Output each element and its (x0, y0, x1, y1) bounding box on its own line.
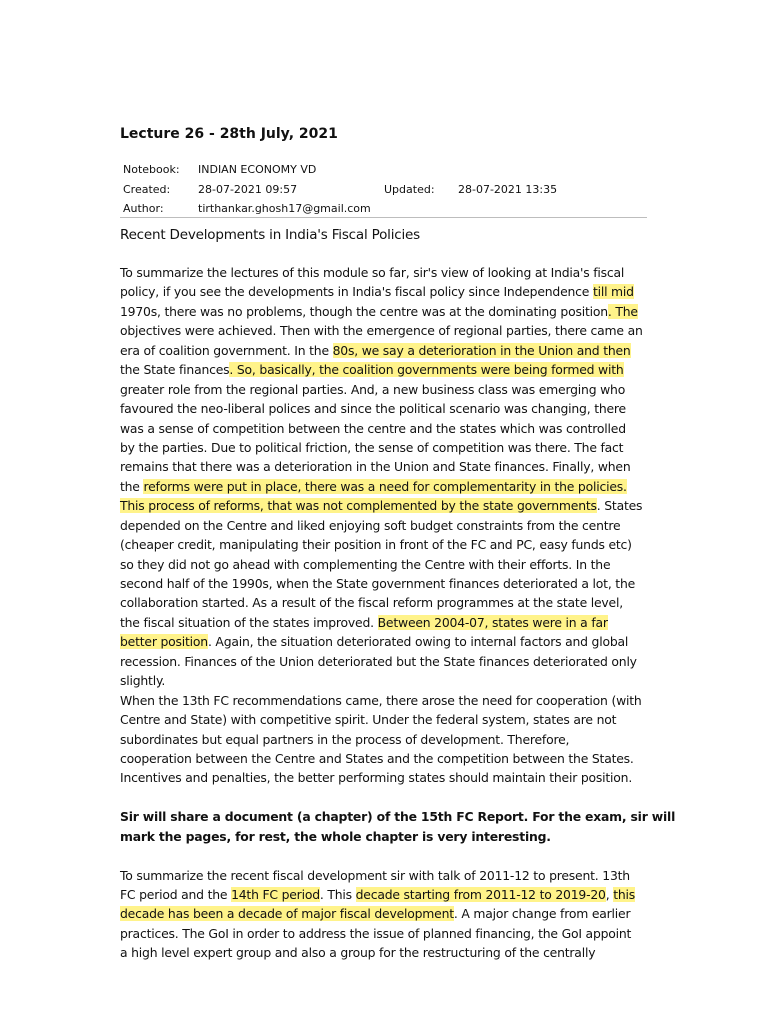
text-run: by the parties. Due to political friction, the sense of competition was there. The fact (120, 439, 624, 455)
highlighted-text: decade has been a decade of major fiscal development (120, 906, 454, 922)
text-run: 1970s, there was no problems, though the centre was at the dominating position (120, 303, 608, 319)
text-run: recession. Finances of the Union deteriorated but the State finances deteriorated only (120, 653, 637, 669)
note-title: Lecture 26 - 28th July, 2021 (120, 126, 338, 142)
notebook-value: INDIAN ECONOMY VD (198, 163, 317, 176)
text-line (120, 399, 650, 418)
text-run: cooperation between the Centre and States and the competition between the States. (120, 750, 634, 766)
text-run: To summarize the lectures of this module so far, sir's view of looking at India's fiscal (120, 265, 625, 280)
highlighted-text: till mid (592, 284, 634, 300)
highlighted-text: decade starting from 2011-12 to 2019-20 (355, 887, 606, 902)
meta-row-dates (120, 180, 647, 200)
meta-row-author (120, 199, 647, 219)
text-run: . This (319, 887, 356, 902)
text-line (120, 768, 650, 787)
text-line (120, 555, 650, 574)
text-run: so they did not go ahead with complementing the Centre with their efforts. In the (120, 556, 611, 572)
text-run: . Again, the situation deteriorated owing to internal factors and global (207, 634, 629, 650)
note-metadata (120, 160, 647, 219)
text-line (120, 613, 650, 632)
highlighted-text: Between 2004-07, states were in a far (377, 614, 608, 630)
text-run: era of coalition government. In the (120, 342, 333, 358)
highlighted-text: 14th FC period (231, 887, 320, 902)
text-run: depended on the Centre and liked enjoying soft budget constraints from the centre (120, 517, 621, 533)
highlighted-text: reforms were put in place, there was a need for complementarity in the policies. (143, 478, 627, 494)
text-line (120, 360, 650, 379)
text-line (120, 671, 650, 690)
text-line (120, 438, 650, 457)
highlighted-text: . The (607, 303, 638, 319)
author-label: Author: (123, 202, 164, 215)
created-label: Created: (123, 182, 171, 196)
text-run: slightly. (120, 673, 166, 689)
text-run: Incentives and penalties, the better performing states should maintain their position. (120, 770, 633, 786)
text-run: favoured the neo-liberal polices and since the political scenario was changing, there (120, 401, 626, 417)
text-run: practices. The GoI in order to address the issue of planned financing, the GoI appoint (120, 925, 632, 941)
text-line (120, 904, 650, 923)
paragraph-summary (120, 263, 650, 788)
text-line (120, 321, 650, 340)
text-line: mark the pages, for rest, the whole chapter is very interesting. (120, 828, 551, 844)
updated-value: 28-07-2021 13:35 (458, 182, 558, 196)
text-run: greater role from the regional parties. And, a new business class was emerging who (120, 381, 626, 397)
text-line (120, 477, 650, 496)
text-line (120, 341, 650, 360)
text-line (120, 263, 650, 282)
text-line (120, 496, 650, 515)
highlighted-text: . So, basically, the coalition governments were being formed with (229, 362, 624, 378)
note-body (120, 263, 676, 963)
updated-label: Updated: (384, 182, 435, 196)
text-run: the State finances (120, 362, 230, 378)
highlighted-text: better position (120, 634, 208, 650)
text-line (120, 574, 650, 593)
text-run: policy, if you see the developments in India's fiscal policy since Independence (120, 284, 593, 300)
text-run: , (605, 887, 614, 902)
meta-row-notebook (120, 160, 647, 180)
text-line (120, 885, 650, 904)
text-line (120, 924, 650, 943)
text-line (120, 710, 650, 729)
text-line (120, 535, 650, 554)
text-run: the (120, 478, 144, 494)
text-line (120, 652, 650, 671)
text-run: . States (596, 498, 643, 514)
text-run: Centre and State) with competitive spirit. Under the federal system, states are not (120, 712, 617, 728)
notebook-label: Notebook: (123, 163, 180, 176)
text-run: was a sense of competition between the centre and the states which was controlled (120, 420, 626, 436)
text-line (120, 943, 650, 962)
text-run: a high level expert group and also a group for the restructuring of the centrally (120, 945, 596, 961)
text-line (120, 730, 650, 749)
text-line (120, 282, 650, 301)
text-line (120, 302, 650, 321)
text-run: (cheaper credit, manipulating their position in front of the FC and PC, easy funds etc) (120, 537, 632, 553)
paragraph-recent-development (120, 866, 650, 963)
text-run: the fiscal situation of the states improved. (120, 614, 378, 630)
text-line: Sir will share a document (a chapter) of the 15th FC Report. For the exam, sir will (120, 809, 676, 825)
text-run: second half of the 1990s, when the State government finances deteriorated a lot, the (120, 576, 636, 591)
text-line (120, 457, 650, 476)
text-line (120, 632, 650, 651)
text-run: objectives were achieved. Then with the emergence of regional parties, there came an (120, 323, 643, 339)
text-line (120, 749, 650, 768)
highlighted-text: 80s, we say a deterioration in the Union and then (332, 342, 631, 358)
text-line (120, 866, 650, 885)
highlighted-text: this (613, 887, 636, 902)
text-line (120, 380, 650, 399)
text-line (120, 419, 650, 438)
text-line (120, 691, 650, 710)
text-run: remains that there was a deterioration in the Union and State finances. Finally, when (120, 459, 631, 475)
section-heading: Recent Developments in India's Fiscal Policies (120, 227, 420, 243)
text-run: FC period and the (120, 887, 232, 902)
author-value: tirthankar.ghosh17@gmail.com (198, 202, 371, 215)
text-run: To summarize the recent fiscal development sir with talk of 2011-12 to present. 13th (120, 867, 630, 883)
text-line (120, 516, 650, 535)
text-run: collaboration started. As a result of the fiscal reform programmes at the state level, (120, 595, 623, 611)
text-run: . A major change from earlier (453, 906, 631, 922)
text-run: subordinates but equal partners in the process of development. Therefore, (120, 731, 570, 747)
created-value: 28-07-2021 09:57 (198, 182, 298, 196)
text-run: When the 13th FC recommendations came, there arose the need for cooperation (with (120, 692, 642, 708)
text-line (120, 593, 650, 612)
paragraph-bold-note (120, 807, 676, 846)
highlighted-text: This process of reforms, that was not complemented by the state governments (120, 498, 597, 514)
metadata-divider (120, 217, 647, 218)
